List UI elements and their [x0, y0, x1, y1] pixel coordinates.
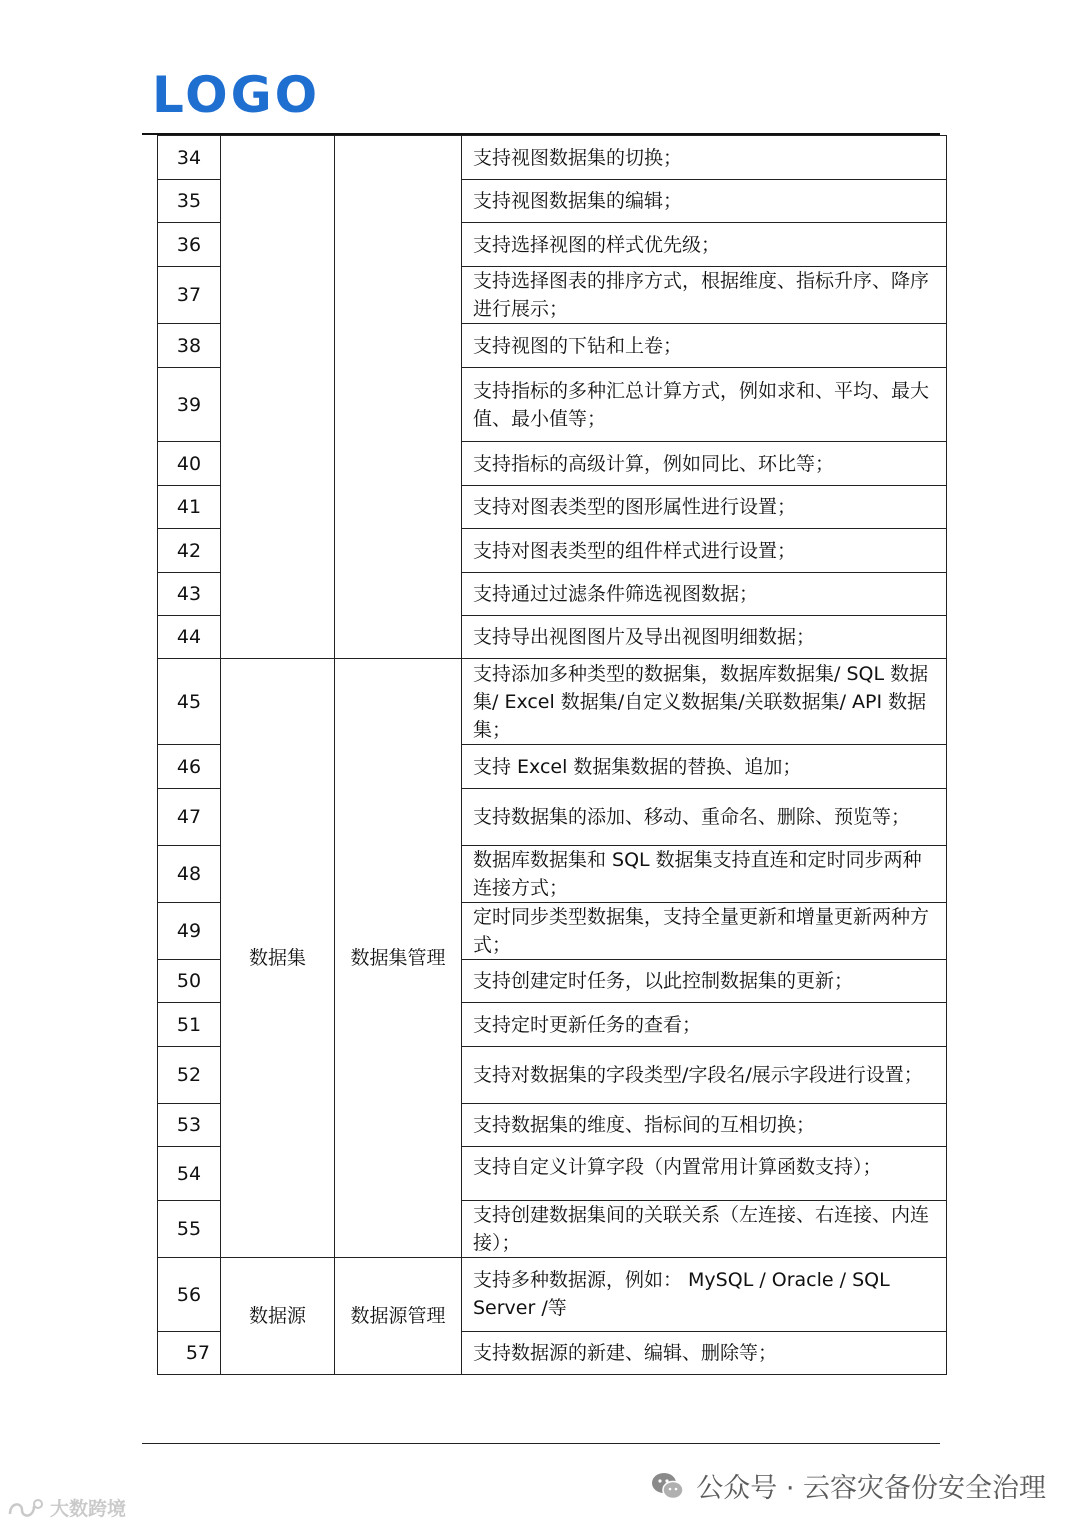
- row-number: 43: [158, 573, 221, 616]
- requirement-text: 支持创建数据集间的关联关系（左连接、右连接、内连接）；: [462, 1201, 947, 1258]
- category-cell: [221, 136, 335, 659]
- footer-brand-text: 公众号 · 云容灾备份安全治理: [696, 1473, 1046, 1504]
- requirement-text: 支持视图数据集的切换；: [462, 136, 947, 180]
- requirement-text: 支持通过过滤条件筛选视图数据；: [462, 573, 947, 616]
- row-number: 35: [158, 180, 221, 223]
- row-number: 47: [158, 789, 221, 846]
- requirement-text: 支持定时更新任务的查看；: [462, 1003, 947, 1047]
- requirement-text: 支持数据集的维度、指标间的互相切换；: [462, 1104, 947, 1147]
- row-number: 51: [158, 1003, 221, 1047]
- subcategory-cell: [335, 136, 462, 659]
- row-number: 48: [158, 846, 221, 903]
- row-number: 39: [158, 368, 221, 442]
- wechat-icon: [650, 1471, 686, 1501]
- category-cell: 数据源: [221, 1258, 335, 1375]
- requirement-text: 支持对图表类型的图形属性进行设置；: [462, 486, 947, 529]
- requirement-text: 支持指标的多种汇总计算方式，例如求和、平均、最大值、最小值等；: [462, 368, 947, 442]
- row-number: 37: [158, 267, 221, 324]
- footer-brand: [650, 1466, 1046, 1505]
- requirement-text: 支持导出视图图片及导出视图明细数据；: [462, 616, 947, 659]
- watermark-logo-icon: [6, 1496, 46, 1520]
- requirement-text: 支持对图表类型的组件样式进行设置；: [462, 529, 947, 573]
- subcategory-cell: 数据集管理: [335, 659, 462, 1258]
- requirement-text: 支持对数据集的字段类型/字段名/展示字段进行设置；: [462, 1047, 947, 1104]
- requirements-table: [157, 135, 947, 1375]
- row-number: 46: [158, 745, 221, 789]
- watermark-text: 大数跨境: [50, 1498, 127, 1520]
- requirement-text: 数据库数据集和 SQL 数据集支持直连和定时同步两种连接方式；: [462, 846, 947, 903]
- row-number: 34: [158, 136, 221, 180]
- row-number: 53: [158, 1104, 221, 1147]
- requirement-text: 支持视图数据集的编辑；: [462, 180, 947, 223]
- requirement-text: 支持数据集的添加、移动、重命名、删除、预览等；: [462, 789, 947, 846]
- row-number: 52: [158, 1047, 221, 1104]
- row-number: 40: [158, 442, 221, 486]
- row-number: 49: [158, 903, 221, 960]
- requirement-text: 定时同步类型数据集，支持全量更新和增量更新两种方式；: [462, 903, 947, 960]
- row-number: 54: [158, 1147, 221, 1201]
- row-number: 36: [158, 223, 221, 267]
- row-number: 45: [158, 659, 221, 745]
- footer-rule: [142, 1443, 940, 1444]
- row-number: 41: [158, 486, 221, 529]
- subcategory-cell: 数据源管理: [335, 1258, 462, 1375]
- table-row: [158, 136, 947, 180]
- requirement-text: 支持选择视图的样式优先级；: [462, 223, 947, 267]
- row-number: 42: [158, 529, 221, 573]
- requirement-text: 支持 Excel 数据集数据的替换、追加；: [462, 745, 947, 789]
- requirement-text: 支持指标的高级计算，例如同比、环比等；: [462, 442, 947, 486]
- requirement-text: 支持数据源的新建、编辑、删除等；: [462, 1332, 947, 1375]
- requirement-text: 支持自定义计算字段（内置常用计算函数支持）；: [462, 1147, 947, 1201]
- row-number: 55: [158, 1201, 221, 1258]
- requirement-text: 支持选择图表的排序方式，根据维度、指标升序、降序进行展示；: [462, 267, 947, 324]
- category-cell: 数据集: [221, 659, 335, 1258]
- company-logo: LOGO: [152, 66, 321, 124]
- watermark: [6, 1494, 126, 1521]
- table-row: [158, 1258, 947, 1332]
- row-number: 57: [158, 1332, 221, 1375]
- requirement-text: 支持多种数据源，例如： MySQL / Oracle / SQL Server /等: [462, 1258, 947, 1332]
- requirement-text: 支持添加多种类型的数据集，数据库数据集/ SQL 数据集/ Excel 数据集/自定义数据集/关联数据集/ API 数据集；: [462, 659, 947, 745]
- table-row: [158, 659, 947, 745]
- requirement-text: 支持视图的下钻和上卷；: [462, 324, 947, 368]
- row-number: 44: [158, 616, 221, 659]
- row-number: 50: [158, 960, 221, 1003]
- row-number: 38: [158, 324, 221, 368]
- requirement-text: 支持创建定时任务，以此控制数据集的更新；: [462, 960, 947, 1003]
- row-number: 56: [158, 1258, 221, 1332]
